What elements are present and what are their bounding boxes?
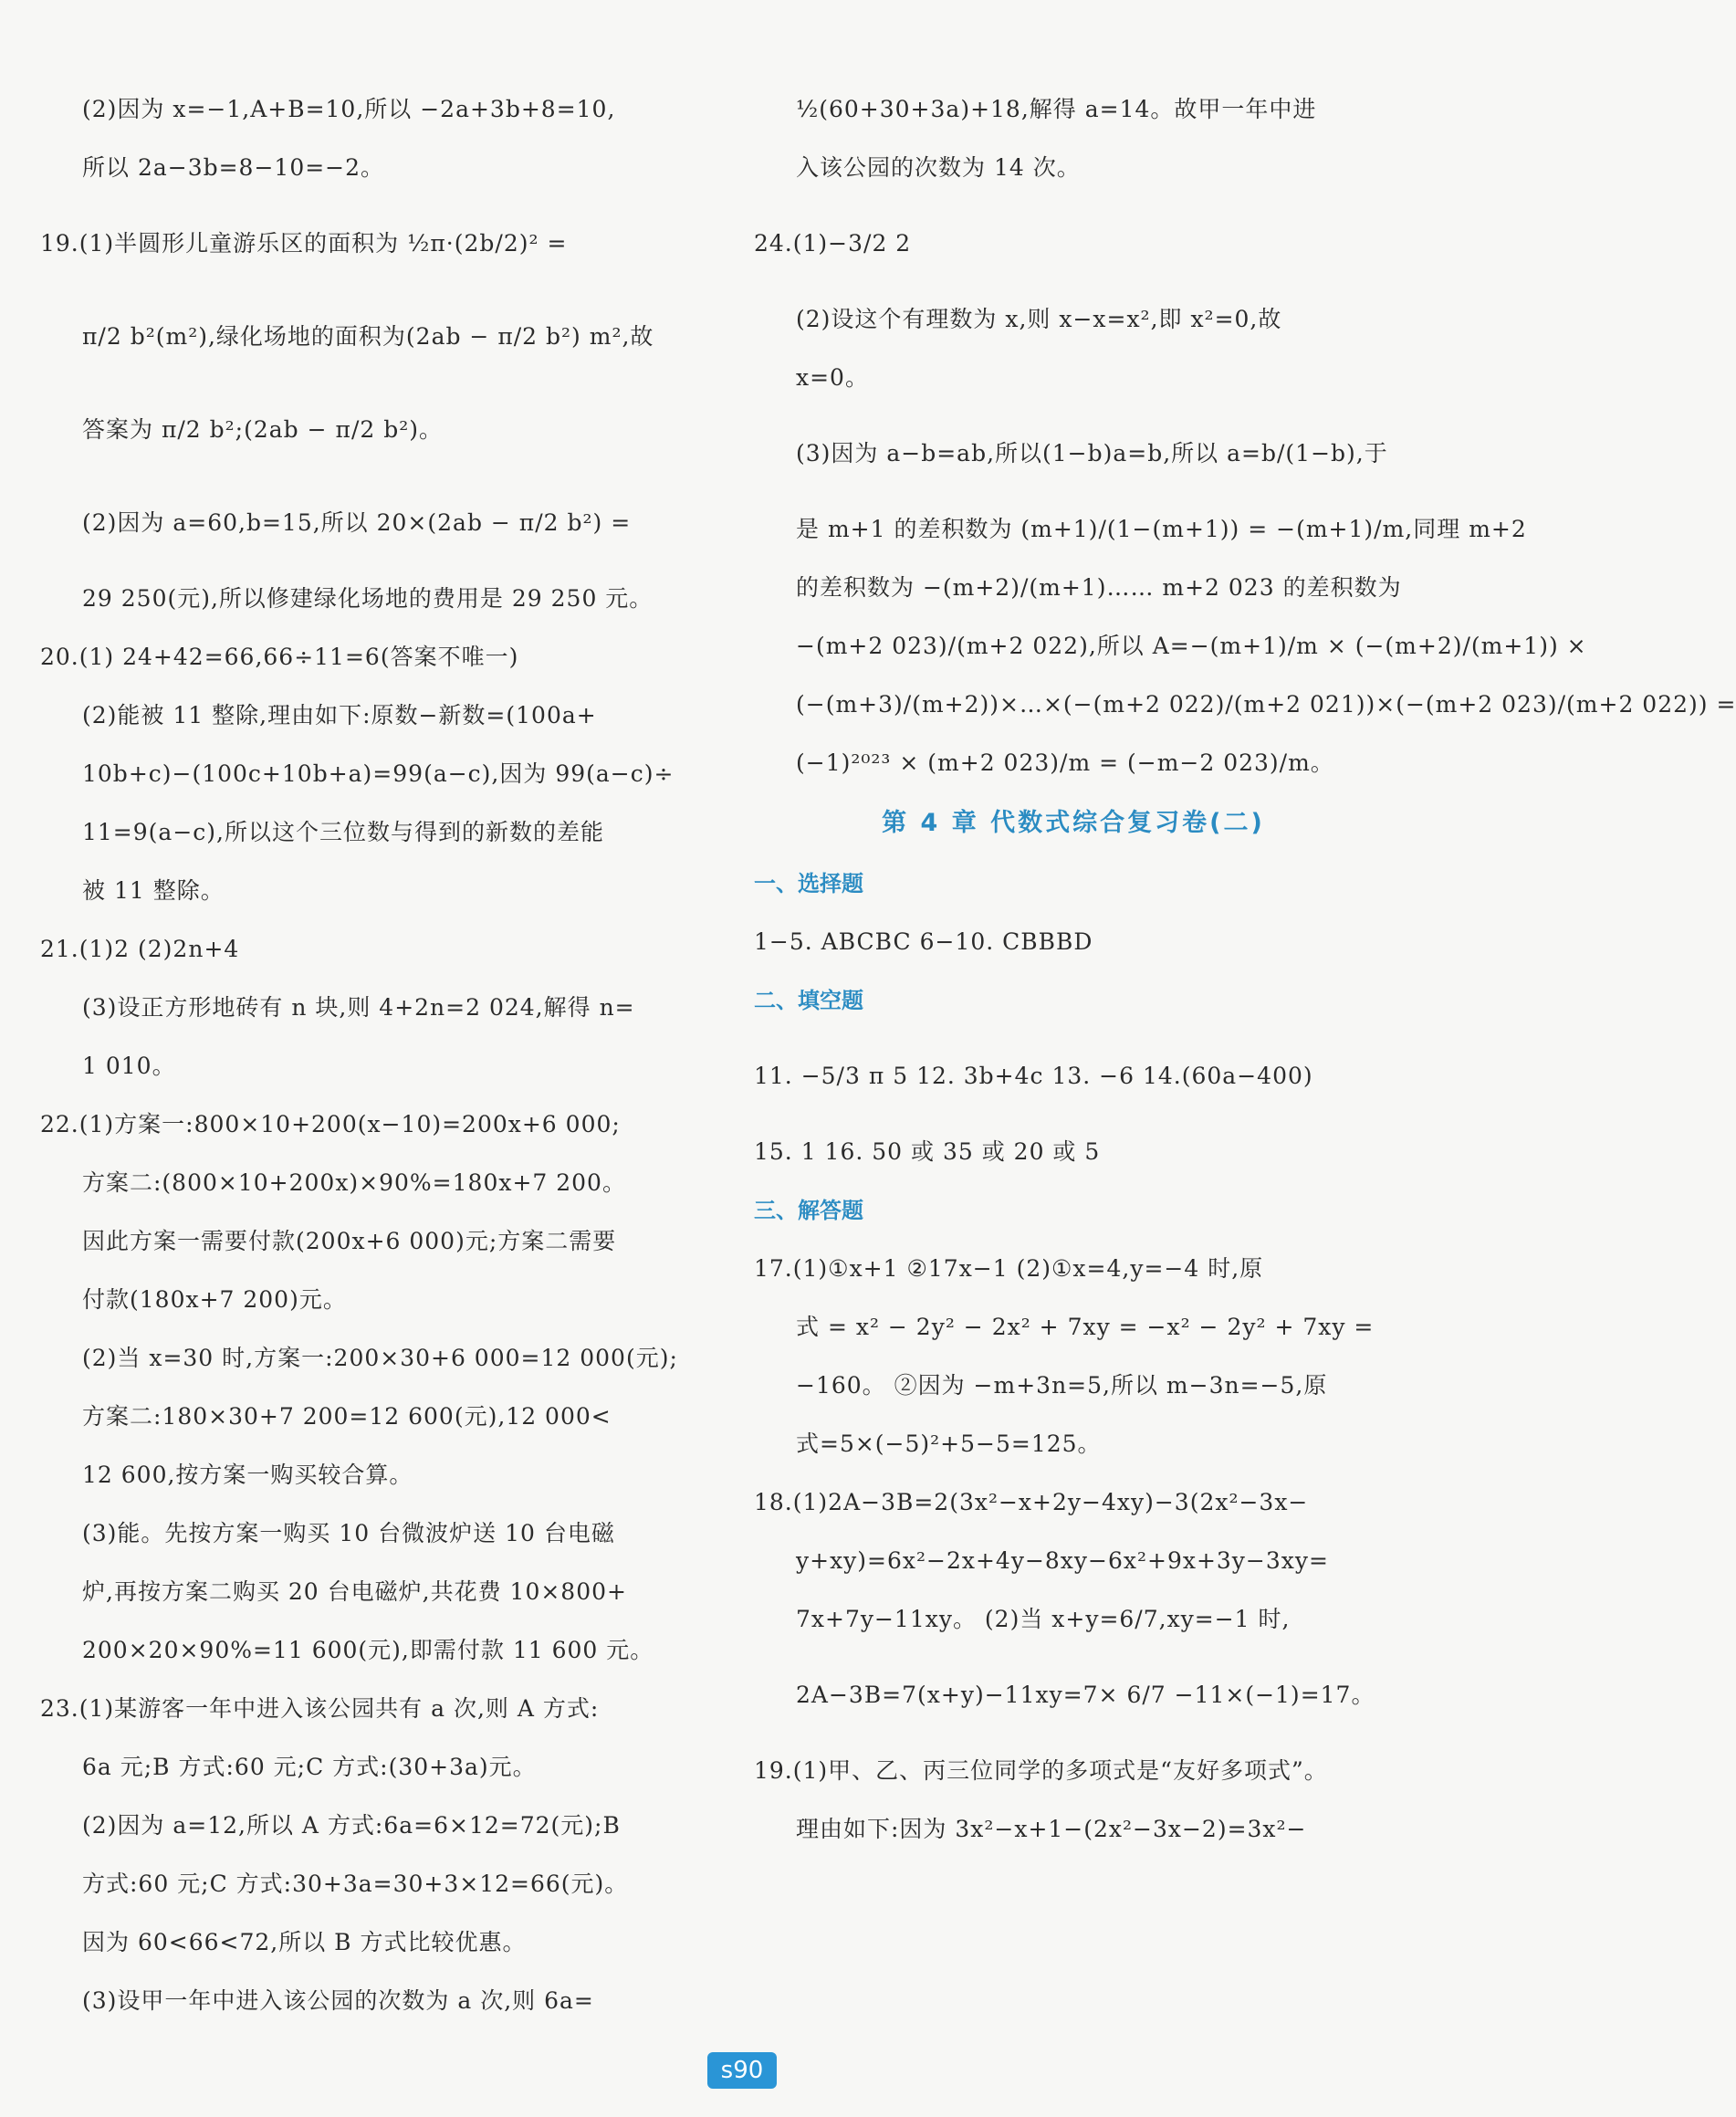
text-line: (2)因为 x=−1,A+B=10,所以 −2a+3b+8=10, — [82, 96, 616, 122]
text-line: 21.(1)2 (2)2n+4 — [40, 936, 240, 962]
text-line: 被 11 整除。 — [82, 877, 225, 904]
text-line: 1 010。 — [82, 1053, 176, 1079]
text-line: 方案二:(800×10+200x)×90%=180x+7 200。 — [82, 1169, 626, 1196]
text-line: 式 = x² − 2y² − 2x² + 7xy = −x² − 2y² + 7xy = — [796, 1314, 1375, 1340]
text-line: (3)因为 a−b=ab,所以(1−b)a=b,所以 a=b/(1−b),于 — [796, 440, 1388, 466]
text-line: 所以 2a−3b=8−10=−2。 — [82, 154, 385, 181]
text-line: −160。 ②因为 −m+3n=5,所以 m−3n=−5,原 — [796, 1372, 1328, 1399]
text-line: 因此方案一需要付款(200x+6 000)元;方案二需要 — [82, 1228, 617, 1254]
text-line: 22.(1)方案一:800×10+200(x−10)=200x+6 000; — [40, 1111, 621, 1137]
text-line: 理由如下:因为 3x²−x+1−(2x²−3x−2)=3x²− — [796, 1816, 1307, 1842]
text-line: (2)当 x=30 时,方案一:200×30+6 000=12 000(元); — [82, 1345, 678, 1371]
text-line: 24.(1)−3/2 2 — [754, 230, 912, 257]
chapter-title: 第 4 章 代数式综合复习卷(二) — [882, 809, 1265, 837]
text-line: 因为 60<66<72,所以 B 方式比较优惠。 — [82, 1929, 527, 1955]
text-line: 7x+7y−11xy。 (2)当 x+y=6/7,xy=−1 时, — [796, 1606, 1291, 1632]
text-line: (2)设这个有理数为 x,则 x−x=x²,即 x²=0,故 — [796, 306, 1282, 332]
text-line: 式=5×(−5)²+5−5=125。 — [796, 1431, 1102, 1457]
text-line: (2)因为 a=60,b=15,所以 20×(2ab − π/2 b²) = — [82, 509, 632, 536]
fill-answers: 11. −5/3 π 5 12. 3b+4c 13. −6 14.(60a−400) — [754, 1063, 1313, 1089]
text-line: 答案为 π/2 b²;(2ab − π/2 b²)。 — [82, 416, 443, 443]
section-heading-choice: 一、选择题 — [754, 871, 863, 896]
text-line: (3)设正方形地砖有 n 块,则 4+2n=2 024,解得 n= — [82, 994, 635, 1021]
text-line: 17.(1)①x+1 ②17x−1 (2)①x=4,y=−4 时,原 — [754, 1255, 1264, 1282]
text-line: x=0。 — [796, 364, 869, 391]
text-line: π/2 b²(m²),绿化场地的面积为(2ab − π/2 b²) m²,故 — [82, 323, 654, 350]
text-line: ½(60+30+3a)+18,解得 a=14。故甲一年中进 — [796, 96, 1317, 122]
text-line: 12 600,按方案一购买较合算。 — [82, 1462, 413, 1488]
text-line: (2)因为 a=12,所以 A 方式:6a=6×12=72(元);B — [82, 1812, 621, 1839]
text-line: 炉,再按方案二购买 20 台电磁炉,共花费 10×800+ — [82, 1578, 627, 1605]
text-line: −(m+2 023)/(m+2 022),所以 A=−(m+1)/m × (−(m+2)/(m+1)) × — [796, 633, 1587, 659]
text-line: 方式:60 元;C 方式:30+3a=30+3×12=66(元)。 — [82, 1871, 629, 1897]
text-line: (3)设甲一年中进入该公园的次数为 a 次,则 6a= — [82, 1987, 594, 2014]
text-line: 付款(180x+7 200)元。 — [82, 1286, 347, 1313]
text-line: 方案二:180×30+7 200=12 600(元),12 000< — [82, 1403, 612, 1430]
text-line: 10b+c)−(100c+10b+a)=99(a−c),因为 99(a−c)÷ — [82, 760, 675, 787]
text-line: 19.(1)半圆形儿童游乐区的面积为 ½π·(2b/2)² = — [40, 230, 568, 257]
text-line: 20.(1) 24+42=66,66÷11=6(答案不唯一) — [40, 644, 519, 670]
text-line: (−1)²⁰²³ × (m+2 023)/m = (−m−2 023)/m。 — [796, 749, 1334, 776]
text-line: 29 250(元),所以修建绿化场地的费用是 29 250 元。 — [82, 585, 654, 612]
text-line: (3)能。先按方案一购买 10 台微波炉送 10 台电磁 — [82, 1520, 615, 1546]
section-heading-solve: 三、解答题 — [754, 1198, 863, 1223]
text-line: 18.(1)2A−3B=2(3x²−x+2y−4xy)−3(2x²−3x− — [754, 1489, 1309, 1515]
section-heading-fill: 二、填空题 — [754, 988, 863, 1013]
text-line: 6a 元;B 方式:60 元;C 方式:(30+3a)元。 — [82, 1754, 537, 1780]
text-line: (2)能被 11 整除,理由如下:原数−新数=(100a+ — [82, 702, 597, 728]
left-column — [40, 80, 679, 2030]
text-line: 11=9(a−c),所以这个三位数与得到的新数的差能 — [82, 819, 604, 845]
text-line: 23.(1)某游客一年中进入该公园共有 a 次,则 A 方式: — [40, 1695, 600, 1722]
text-line: 是 m+1 的差积数为 (m+1)/(1−(m+1)) = −(m+1)/m,同理 m+2 — [796, 516, 1527, 542]
text-line: 2A−3B=7(x+y)−11xy=7× 6/7 −11×(−1)=17。 — [796, 1682, 1375, 1708]
text-line: 的差积数为 −(m+2)/(m+1)…… m+2 023 的差积数为 — [796, 574, 1402, 601]
text-line: y+xy)=6x²−2x+4y−8xy−6x²+9x+3y−3xy= — [796, 1547, 1329, 1574]
text-line: (−(m+3)/(m+2))×…×(−(m+2 022)/(m+2 021))×(−(m+2 023)/(m+2 022)) = — [796, 691, 1736, 718]
text-line: 入该公园的次数为 14 次。 — [796, 154, 1081, 181]
choice-answers: 1−5. ABCBC 6−10. CBBBD — [754, 928, 1093, 955]
text-line: 200×20×90%=11 600(元),即需付款 11 600 元。 — [82, 1637, 654, 1663]
right-column — [754, 80, 1736, 1859]
fill-answers: 15. 1 16. 50 或 35 或 20 或 5 — [754, 1138, 1101, 1165]
page-number: s90 — [707, 2052, 777, 2089]
text-line: 19.(1)甲、乙、丙三位同学的多项式是“友好多项式”。 — [754, 1757, 1328, 1784]
